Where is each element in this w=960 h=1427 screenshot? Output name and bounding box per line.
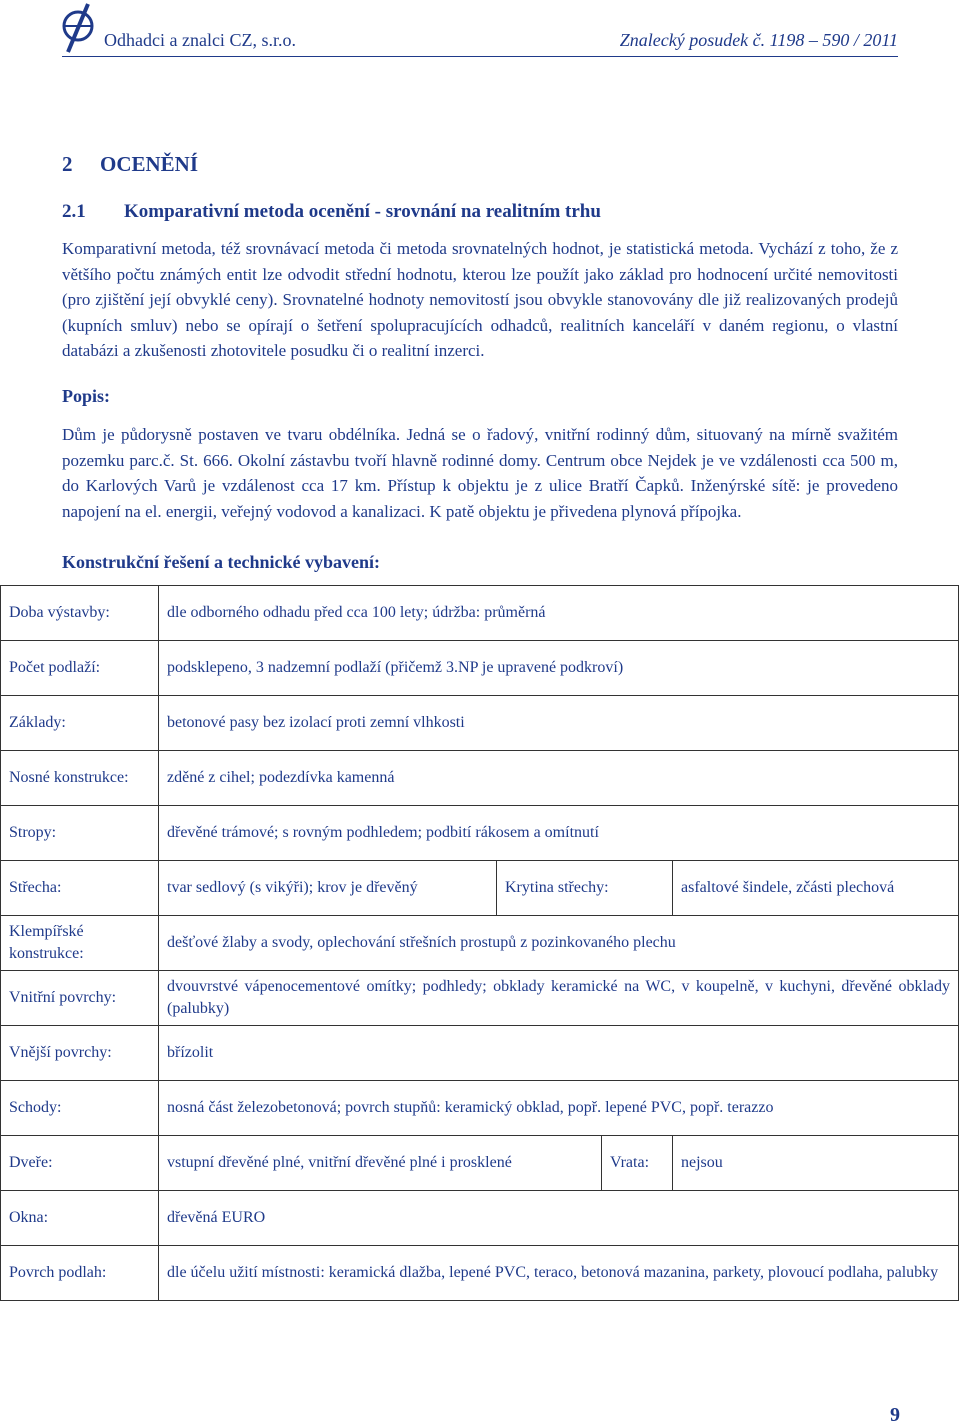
row-value: dle účelu užití místnosti: keramická dlažba, lepené PVC, teraco, betonová mazanina, parkety, plovoucí podlaha, palubky bbox=[159, 1246, 959, 1301]
door-value-wrapper bbox=[167, 1136, 672, 1190]
row-value: podsklepeno, 3 nadzemní podlaží (přičemž 3.NP je upravené podkroví) bbox=[159, 641, 959, 696]
row-value: dle odborného odhadu před cca 100 lety; údržba: průměrná bbox=[159, 586, 959, 641]
header-divider bbox=[62, 56, 898, 57]
popis-heading: Popis: bbox=[62, 386, 111, 406]
intro-paragraph: Komparativní metoda, též srovnávací metoda či metoda srovnatelných hodnot, je statistická metoda. Vychází z toho, že z většího počtu známých entit lze odvodit střední hodnotu, kterou lze použít jako základ pro hodnocení určité nemovitosti (pro zjištění její obvyklé ceny). Srovnatelné hodnoty nemovitostí jsou obvykle stanovovány dle již realizovaných prodejů (kupních smluv) nebo se opírají o šetření spolupracujících odhadců, realitních kanceláří v daném regionu, o vlastní databázi a zkušenosti zhotovitele posudku či o realitní inzerci. bbox=[62, 239, 898, 360]
row-label: Okna: bbox=[1, 1191, 159, 1246]
table-row bbox=[1, 806, 959, 861]
row-value-cell bbox=[159, 1136, 673, 1191]
table-row bbox=[1, 1246, 959, 1301]
header-company: Odhadci a znalci CZ, s.r.o. bbox=[104, 30, 296, 50]
table-row bbox=[1, 861, 959, 916]
row-value-secondary: asfaltové šindele, zčásti plechová bbox=[673, 861, 959, 916]
row-label: Střecha: bbox=[1, 861, 159, 916]
table-row bbox=[1, 1081, 959, 1136]
row-label-secondary: Krytina střechy: bbox=[497, 861, 673, 916]
table-row bbox=[1, 971, 959, 1026]
row-label: Stropy: bbox=[1, 806, 159, 861]
row-label-secondary: Vrata: bbox=[601, 1136, 672, 1190]
row-label: Nosné konstrukce: bbox=[1, 751, 159, 806]
table-row bbox=[1, 916, 959, 971]
subsection-heading bbox=[62, 201, 601, 223]
row-value: nosná část železobetonová; povrch stupňů: keramický obklad, popř. lepené PVC, popř. terazzo bbox=[159, 1081, 959, 1136]
company-logo-icon bbox=[62, 2, 94, 54]
row-label: Schody: bbox=[1, 1081, 159, 1136]
row-label: Klempířské konstrukce: bbox=[1, 916, 159, 971]
section-title: OCENĚNÍ bbox=[100, 152, 199, 176]
row-value: dřevěné trámové; s rovným podhledem; podbití rákosem a omítnutí bbox=[159, 806, 959, 861]
header-report-number: Znalecký posudek č. 1198 – 590 / 2011 bbox=[619, 30, 898, 50]
row-label: Dveře: bbox=[1, 1136, 159, 1191]
subsection-number: 2.1 bbox=[62, 201, 86, 222]
row-value: tvar sedlový (s vikýři); krov je dřevěný bbox=[159, 861, 497, 916]
section-heading bbox=[62, 152, 198, 177]
table-row bbox=[1, 1026, 959, 1081]
page-number: 9 bbox=[890, 1404, 900, 1426]
row-label: Povrch podlah: bbox=[1, 1246, 159, 1301]
row-label: Základy: bbox=[1, 696, 159, 751]
table-row bbox=[1, 751, 959, 806]
table-row bbox=[1, 1136, 959, 1191]
page-header bbox=[0, 0, 960, 60]
construction-table bbox=[0, 585, 959, 1301]
construction-heading: Konstrukční řešení a technické vybavení: bbox=[62, 552, 380, 572]
section-number: 2 bbox=[62, 152, 73, 176]
row-label: Počet podlaží: bbox=[1, 641, 159, 696]
table-row bbox=[1, 1191, 959, 1246]
row-value: břízolit bbox=[159, 1026, 959, 1081]
row-value: betonové pasy bez izolací proti zemní vlhkosti bbox=[159, 696, 959, 751]
row-label: Vnitřní povrchy: bbox=[1, 971, 159, 1026]
table-row bbox=[1, 696, 959, 751]
row-value: dešťové žlaby a svody, oplechování střešních prostupů z pozinkovaného plechu bbox=[159, 916, 959, 971]
row-value: vstupní dřevěné plné, vnitřní dřevěné plné i prosklené bbox=[167, 1154, 512, 1171]
row-value: dvouvrstvé vápenocementové omítky; podhledy; obklady keramické na WC, v koupelně, v kuchyni, dřevěné obklady (palubky) bbox=[159, 971, 959, 1026]
row-value: zděné z cihel; podezdívka kamenná bbox=[159, 751, 959, 806]
row-value: dřevěná EURO bbox=[159, 1191, 959, 1246]
table-row bbox=[1, 641, 959, 696]
subsection-title: Komparativní metoda ocenění - srovnání na realitním trhu bbox=[124, 201, 601, 222]
row-value-secondary: nejsou bbox=[673, 1136, 959, 1191]
row-label: Vnější povrchy: bbox=[1, 1026, 159, 1081]
table-row bbox=[1, 586, 959, 641]
row-label: Doba výstavby: bbox=[1, 586, 159, 641]
popis-paragraph: Dům je půdorysně postaven ve tvaru obdélníka. Jedná se o řadový, vnitřní rodinný dům, situovaný na mírně svažitém pozemku parc.č. St. 666. Okolní zástavbu tvoří hlavně rodinné domy. Centrum obce Nejdek je ve vzdálenosti cca 500 m, do Karlových Varů je vzdálenost cca 17 km. Přístup k objektu je z ulice Bratří Čapků. Inženýrské sítě: je provedeno napojení na el. energii, veřejný vodovod a kanalizaci. K patě objektu je přivedena plynová přípojka. bbox=[62, 425, 898, 521]
